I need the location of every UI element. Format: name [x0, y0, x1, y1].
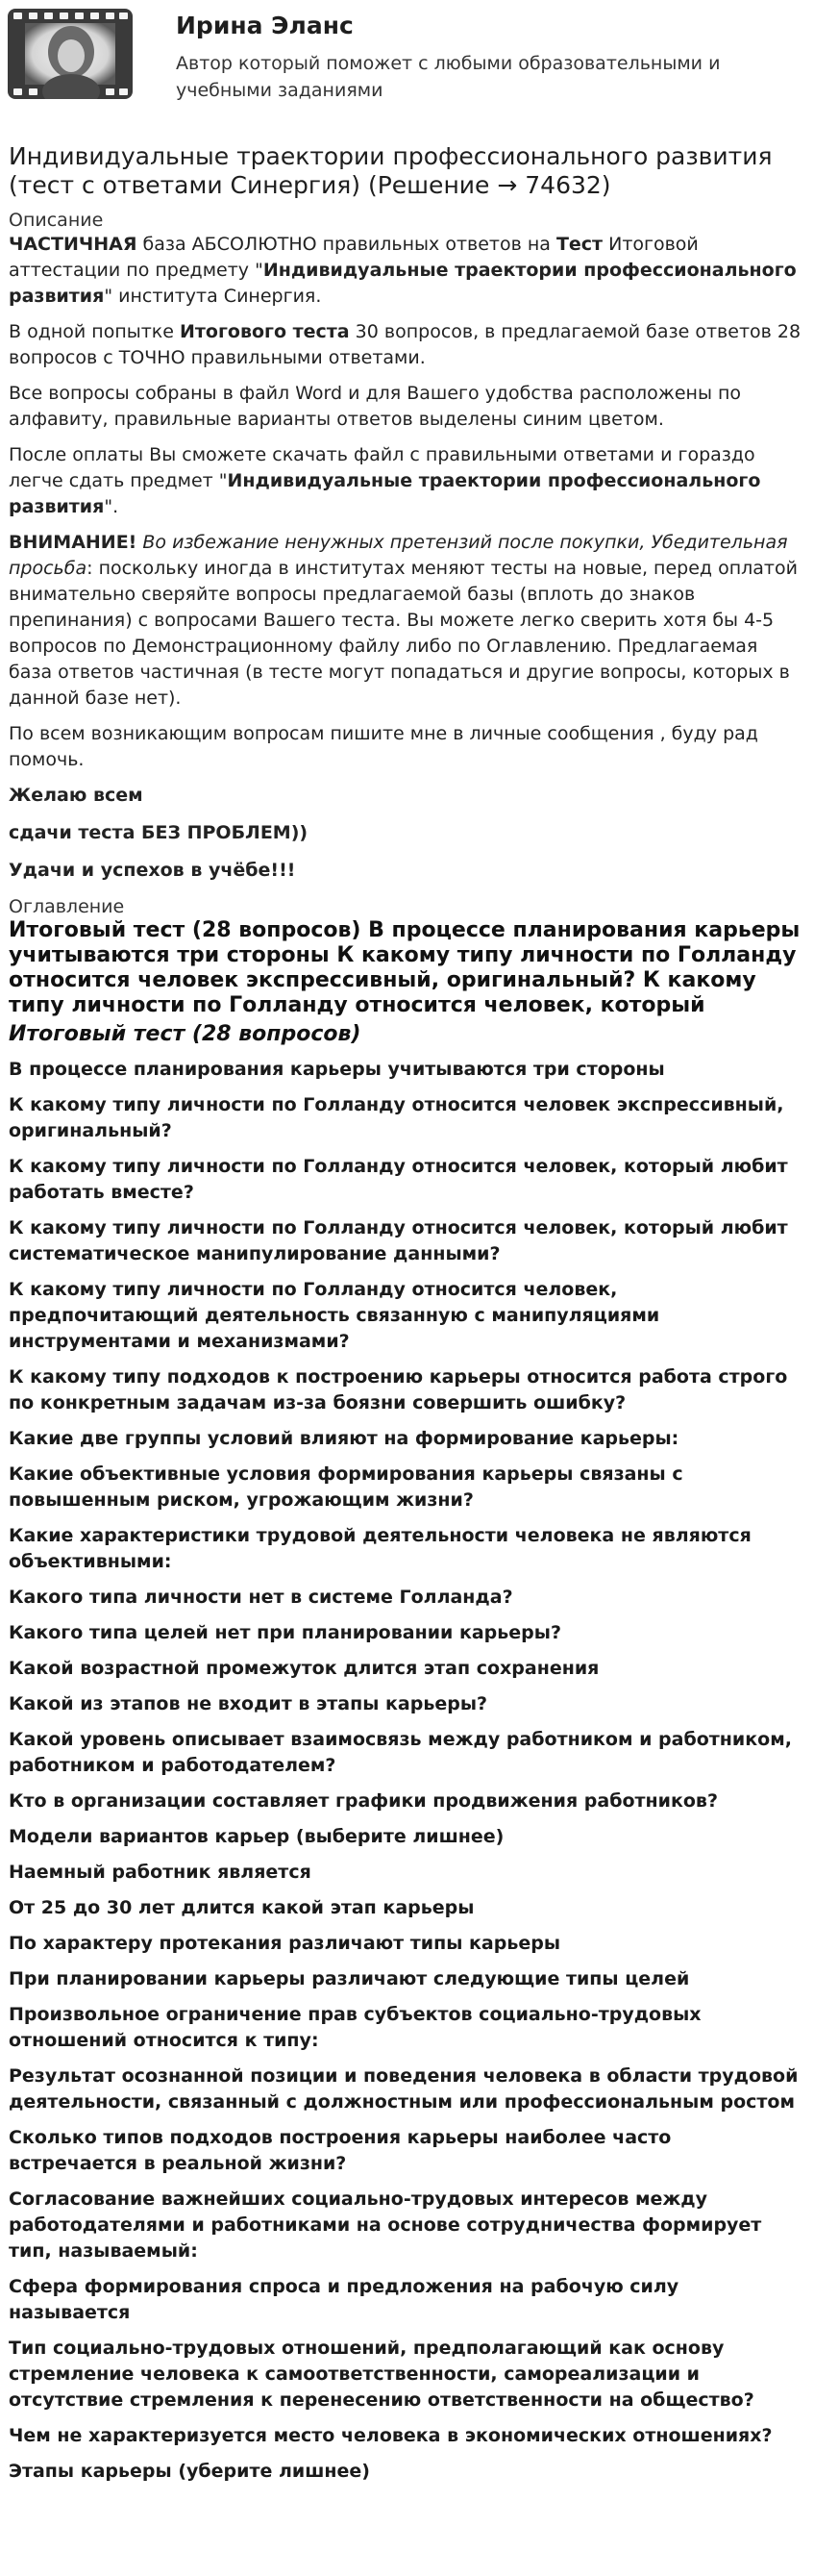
question-item: К какому типу личности по Голланду относится человек, который любит работать вместе? — [9, 1156, 788, 1203]
text-final-test: Итогового теста — [180, 321, 350, 342]
question-item: Сфера формирования спроса и предложения на рабочую силу называется — [9, 2276, 679, 2323]
text: 30 вопросов, в предлагаемой базе ответов 28 вопросов с ТОЧНО правильными ответами. — [9, 321, 802, 368]
question-item: Модели вариантов карьер (выберите лишнее) — [9, 1826, 505, 1847]
author-header — [0, 0, 814, 142]
question-item: Какого типа целей нет при планировании карьеры? — [9, 1622, 561, 1643]
question-item: При планировании карьеры различают следующие типы целей — [9, 1968, 690, 1989]
question-item: Какой из этапов не входит в этапы карьеры? — [9, 1693, 488, 1714]
question-item: К какому типу подходов к построению карьеры относится работа строго по конкретным задачам из-за боязни совершить ошибку? — [9, 1366, 788, 1413]
description-paragraph-4 — [9, 442, 805, 520]
product-title: Индивидуальные траектории профессионального развития (тест с ответами Синергия) (Решение → 74632) — [9, 142, 773, 199]
text-subject: Индивидуальные траектории профессионального развития — [9, 260, 797, 307]
question-item: Кто в организации составляет графики продвижения работников? — [9, 1790, 718, 1812]
question-item: Какого типа личности нет в системе Голланда? — [9, 1587, 513, 1608]
question-item: Тип социально-трудовых отношений, предполагающий как основу стремление человека к самоответственности, самореализации и отсутствие стремления к перенесению ответственности на общество? — [9, 2338, 754, 2411]
question-item: В процессе планирования карьеры учитываются три стороны — [9, 1059, 665, 1080]
author-description: Автор который поможет с любыми образовательными и учебными заданиями — [176, 53, 721, 101]
description-paragraph-5 — [9, 530, 805, 712]
question-item: К какому типу личности по Голланду относится человек, который любит систематическое манипулирование данными? — [9, 1217, 788, 1264]
question-item: Какие объективные условия формирования карьеры связаны с повышенным риском, угрожающим жизни? — [9, 1463, 683, 1511]
question-item: Согласование важнейших социально-трудовых интересов между работодателями и работниками на основе сотрудничества формирует тип, называемый: — [9, 2188, 762, 2262]
question-list — [9, 1057, 805, 2485]
text: После оплаты Вы сможете скачать файл с правильными ответами и гораздо легче сдать предмет " — [9, 444, 755, 491]
question-item: Какой уровень описывает взаимосвязь между работником и работником, работником и работодателем? — [9, 1729, 792, 1776]
text: ". — [104, 496, 119, 517]
question-item: Какие две группы условий влияют на формирование карьеры: — [9, 1428, 679, 1449]
description-paragraph-2 — [9, 319, 805, 371]
product-content — [0, 142, 814, 2485]
description-paragraph-6: По всем возникающим вопросам пишите мне в личные сообщения , буду рад помочь. — [9, 723, 758, 770]
text: база АБСОЛЮТНО правильных ответов на — [136, 234, 556, 255]
author-name[interactable]: Ирина Эланс — [176, 12, 354, 39]
question-item: Чем не характеризуется место человека в экономических отношениях? — [9, 2425, 773, 2446]
text-subject: Индивидуальные траектории профессионального развития — [9, 470, 761, 517]
description-paragraph-1 — [9, 232, 805, 310]
toc-subheading: Итоговый тест (28 вопросов) — [9, 1022, 361, 1046]
text: " института Синергия. — [104, 286, 322, 307]
toc-heading: Итоговый тест (28 вопросов) В процессе планирования карьеры учитываются три стороны К какому типу личности по Голланду относится человек экспрессивный, оригинальный? К какому типу личности по Голланду относится человек, который — [9, 918, 801, 1017]
wish-line-1: Желаю всем — [9, 785, 143, 806]
question-item: Результат осознанной позиции и поведения человека в области трудовой деятельности, связанный с должностным или профессиональным ростом — [9, 2065, 799, 2113]
text-attention: ВНИМАНИЕ! — [9, 532, 137, 553]
question-item: По характеру протекания различают типы карьеры — [9, 1933, 561, 1954]
text: В одной попытке — [9, 321, 181, 342]
text: Итоговой аттестации по предмету " — [9, 234, 699, 281]
text: : поскольку иногда в институтах меняют тесты на новые, перед оплатой внимательно сверяйте вопросы предлагаемой базы (вплоть до знаков препинания) с вопросами Вашего теста. Вы можете легко сверить хотя бы 4-5 вопросов по Демонстрационному файлу либо по Оглавлению. Предлагаемая база ответов частичная (в тесте могут попадаться и другие вопросы, которых в данной базе нет). — [9, 558, 798, 709]
wish-line-3: Удачи и успехов в учёбе!!! — [9, 860, 296, 881]
question-item: От 25 до 30 лет длится какой этап карьеры — [9, 1897, 475, 1918]
question-item: Какие характеристики трудовой деятельности человека не являются объективными: — [9, 1525, 752, 1572]
text-request: Во избежание ненужных претензий после покупки, Убедительная просьба — [9, 532, 788, 579]
text-test: Тест — [555, 234, 604, 255]
toc-label: Оглавление — [9, 896, 125, 917]
question-item: Какой возрастной промежуток длится этап сохранения — [9, 1658, 600, 1679]
question-item: К какому типу личности по Голланду относится человек, предпочитающий деятельность связанную с манипуляциями инструментами и механизмами? — [9, 1279, 660, 1352]
question-item: Этапы карьеры (уберите лишнее) — [9, 2461, 370, 2482]
description-label: Описание — [9, 210, 104, 231]
text-partial: ЧАСТИЧНАЯ — [9, 234, 137, 255]
question-item: К какому типу личности по Голланду относится человек экспрессивный, оригинальный? — [9, 1094, 784, 1141]
author-avatar[interactable] — [8, 9, 133, 99]
wish-line-2: сдачи теста БЕЗ ПРОБЛЕМ)) — [9, 822, 308, 843]
question-item: Наемный работник является — [9, 1862, 311, 1883]
question-item: Произвольное ограничение прав субъектов социально-трудовых отношений относится к типу: — [9, 2004, 702, 2051]
description-paragraph-3: Все вопросы собраны в файл Word и для Вашего удобства расположены по алфавиту, правильные варианты ответов выделены синим цветом. — [9, 383, 742, 430]
question-item: Сколько типов подходов построения карьеры наиболее часто встречается в реальной жизни? — [9, 2127, 672, 2174]
